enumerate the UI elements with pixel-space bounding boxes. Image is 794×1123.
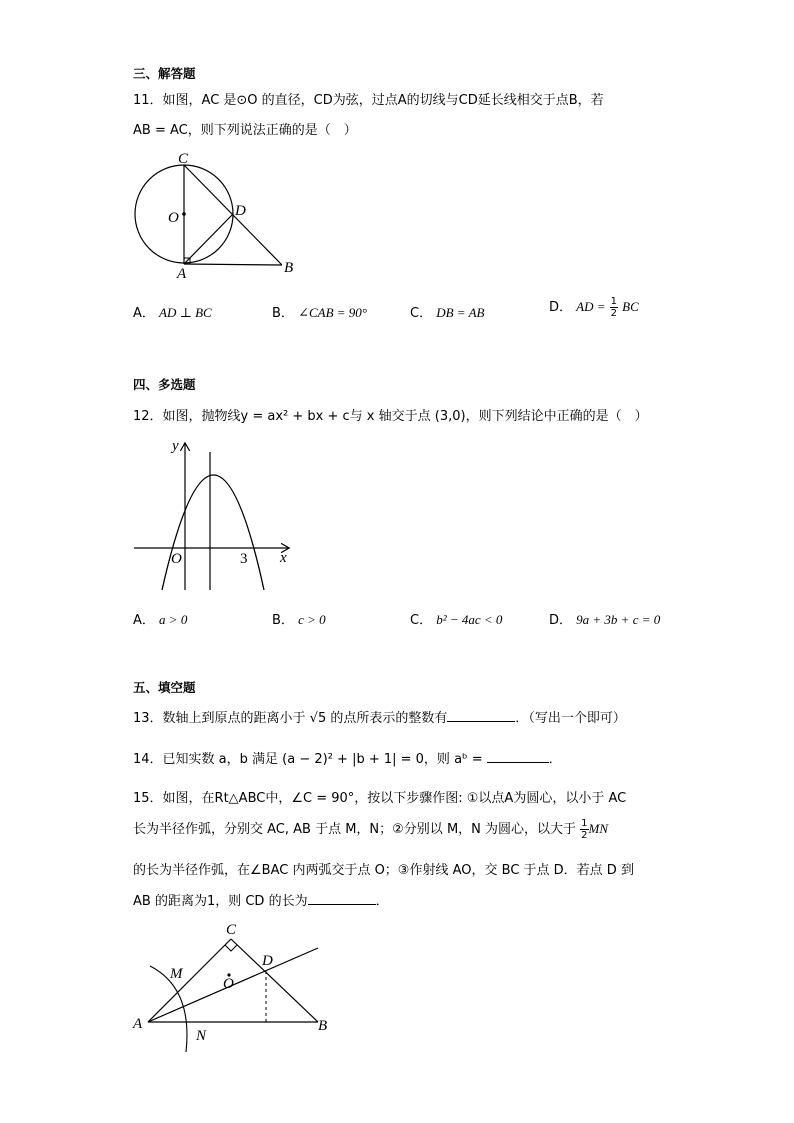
q11-label-o: O xyxy=(168,210,179,226)
q12-label-three: 3 xyxy=(240,551,248,567)
q11-label-b: B xyxy=(284,260,294,276)
q12-option-a[interactable]: A． a > 0 xyxy=(133,612,188,628)
q12-option-d[interactable]: D． 9a + 3b + c = 0 xyxy=(549,612,661,628)
q11-option-a[interactable]: A． AD ⊥ BC xyxy=(133,305,212,321)
q15-label-a: A xyxy=(133,1016,143,1032)
q13-line: 13．数轴上到原点的距离小于 √5 的点所表示的整数有 ．（写出一个即可） xyxy=(133,711,626,726)
q15-label-b: B xyxy=(318,1018,328,1034)
q13-answer-blank[interactable] xyxy=(447,709,515,722)
q11-line-2: AB = AC，则下列说法正确的是（ ） xyxy=(133,123,357,138)
q15-label-c: C xyxy=(226,922,237,938)
q15-fraction: $\frac{1}{2}$ xyxy=(581,818,588,841)
section-5-title: 五、填空题 xyxy=(133,680,196,695)
q15-label-m: M xyxy=(170,966,183,982)
q15-answer-blank[interactable] xyxy=(308,892,376,905)
q11-option-c[interactable]: C． DB = AB xyxy=(410,305,485,321)
q15-label-d: D xyxy=(262,953,273,969)
q15-line-2: 长为半径作弧，分别交 AC, AB 于点 M，N；②分别以 M，N 为圆心，以大于 $\frac{1}{2}$ MN xyxy=(133,818,609,841)
q15-figure xyxy=(128,916,338,1056)
q12-label-y: y xyxy=(172,438,179,454)
q12-line-1: 12．如图，抛物线y = ax² + bx + c与 x 轴交于点 (3,0)，则下列结论中正确的是（ ） xyxy=(133,409,648,424)
q11-option-b[interactable]: B． ∠CAB = 90° xyxy=(272,305,367,321)
q11-label-d: D xyxy=(235,203,246,219)
q15-line-4: AB 的距离为1，则 CD 的长为 ． xyxy=(133,894,389,909)
q11-option-d[interactable]: D． AD = $\frac{1}{2}$ BC xyxy=(549,296,639,319)
q11-figure xyxy=(128,148,318,283)
section-4-title: 四、多选题 xyxy=(133,377,196,392)
q15-line-3: 的长为半径作弧，在∠BAC 内两弧交于点 O；③作射线 AO，交 BC 于点 D．若点 D 到 xyxy=(133,863,634,878)
q11-label-c: C xyxy=(178,151,189,167)
q12-option-b[interactable]: B． c > 0 xyxy=(272,612,326,628)
section-3-title: 三、解答题 xyxy=(133,66,196,81)
q11-tangent-ab xyxy=(184,264,282,265)
q14-answer-blank[interactable] xyxy=(487,750,549,763)
q15-right-angle-mark xyxy=(225,945,237,951)
q12-figure xyxy=(128,432,298,597)
q15-label-o: O xyxy=(223,976,234,992)
q12-parabola xyxy=(162,475,264,590)
q15-side-ac xyxy=(148,939,231,1022)
q12-option-c[interactable]: C． b² − 4ac < 0 xyxy=(410,612,503,628)
q11-center-dot xyxy=(182,212,186,216)
q11-option-d-fraction: $\frac{1}{2}$ xyxy=(610,296,618,319)
q12-label-x: x xyxy=(280,550,287,566)
q11-line-cb xyxy=(184,165,282,265)
q11-line-1: 11．如图，AC 是⊙O 的直径，CD为弦，过点A的切线与CD延长线相交于点B，若 xyxy=(133,93,604,108)
q11-label-a: A xyxy=(177,266,187,282)
q15-label-n: N xyxy=(196,1028,207,1044)
q12-label-origin: O xyxy=(171,551,182,567)
q14-line: 14．已知实数 a，b 满足 (a − 2)² + |b + 1| = 0，则 aᵇ = ． xyxy=(133,752,562,767)
q15-line-1: 15．如图，在Rt△ABC中，∠C = 90°，按以下步骤作图: ①以点A为圆心，以小于 AC xyxy=(133,791,627,806)
